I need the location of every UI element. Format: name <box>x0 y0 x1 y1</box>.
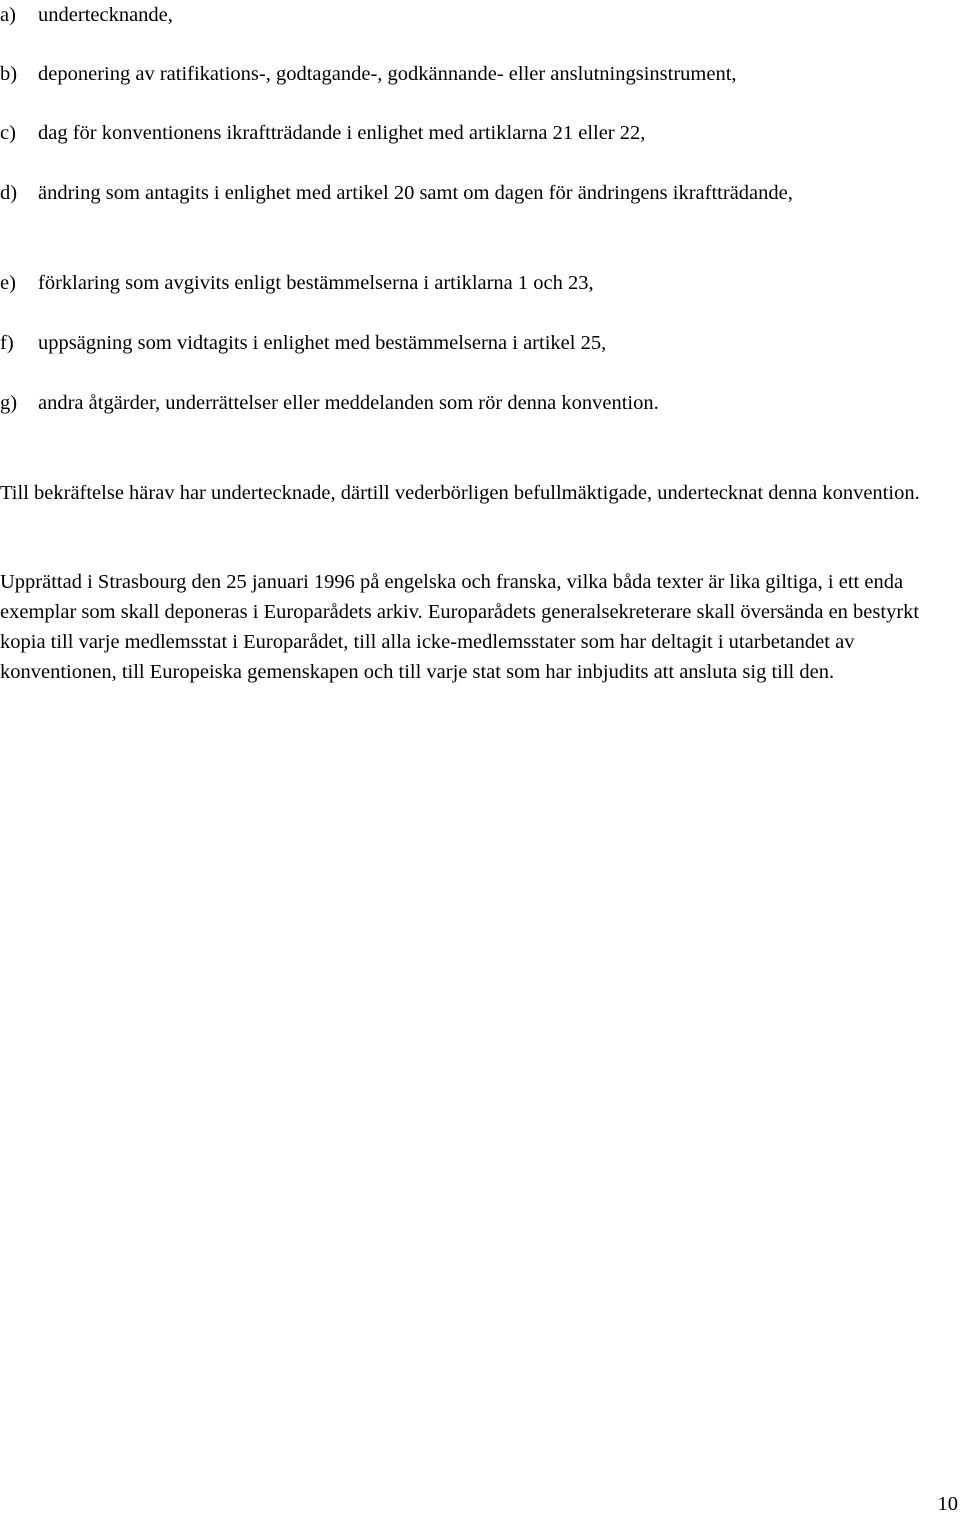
list-item-marker: d) <box>0 182 18 204</box>
list-item-marker: g) <box>0 392 18 414</box>
list-item-text: förklaring som avgivits enligt bestämmelserna i artiklarna 1 och 23, <box>38 272 594 294</box>
list-item-marker: a) <box>0 4 16 26</box>
confirmation-paragraph: Till bekräftelse härav har undertecknade, därtill vederbörligen befullmäktigade, undertecknat denna konvention. <box>0 482 920 504</box>
list-item-text: uppsägning som vidtagits i enlighet med bestämmelserna i artikel 25, <box>38 332 607 354</box>
list-item-text: andra åtgärder, underrättelser eller meddelanden som rör denna konvention. <box>38 392 659 414</box>
list-item <box>0 268 950 298</box>
list-item-text: deponering av ratifikations-, godtagande-, godkännande- eller anslutningsinstrument, <box>38 63 737 85</box>
list-item <box>0 118 950 148</box>
list-item <box>0 388 950 418</box>
list-item-marker: c) <box>0 122 16 144</box>
list-item <box>0 328 950 358</box>
list-item-marker: e) <box>0 272 16 294</box>
list-item <box>0 178 830 208</box>
list-item <box>0 59 950 89</box>
signature-paragraph: Upprättad i Strasbourg den 25 januari 1996 på engelska och franska, vilka båda texter är lika giltiga, i ett enda exemplar som skall deponeras i Europarådets arkiv. Europarådets generalsekreterare skall översända en bestyrkt kopia till varje medlemsstat i Europarådet, till alla icke-medlemsstater som har deltagit i utarbetandet av konventionen, till Europeiska gemenskapen och till varje stat som har inbjudits att ansluta sig till den. <box>0 571 920 683</box>
page-number: 10 <box>937 1493 958 1515</box>
list-item <box>0 0 950 30</box>
list-item-marker: f) <box>0 332 14 354</box>
list-item-text: dag för konventionens ikraftträdande i enlighet med artiklarna 21 eller 22, <box>38 122 646 144</box>
list-item-text: undertecknande, <box>38 4 173 26</box>
list-item-text: ändring som antagits i enlighet med artikel 20 samt om dagen för ändringens ikraftträdande, <box>38 182 793 204</box>
list-item-marker: b) <box>0 63 18 85</box>
